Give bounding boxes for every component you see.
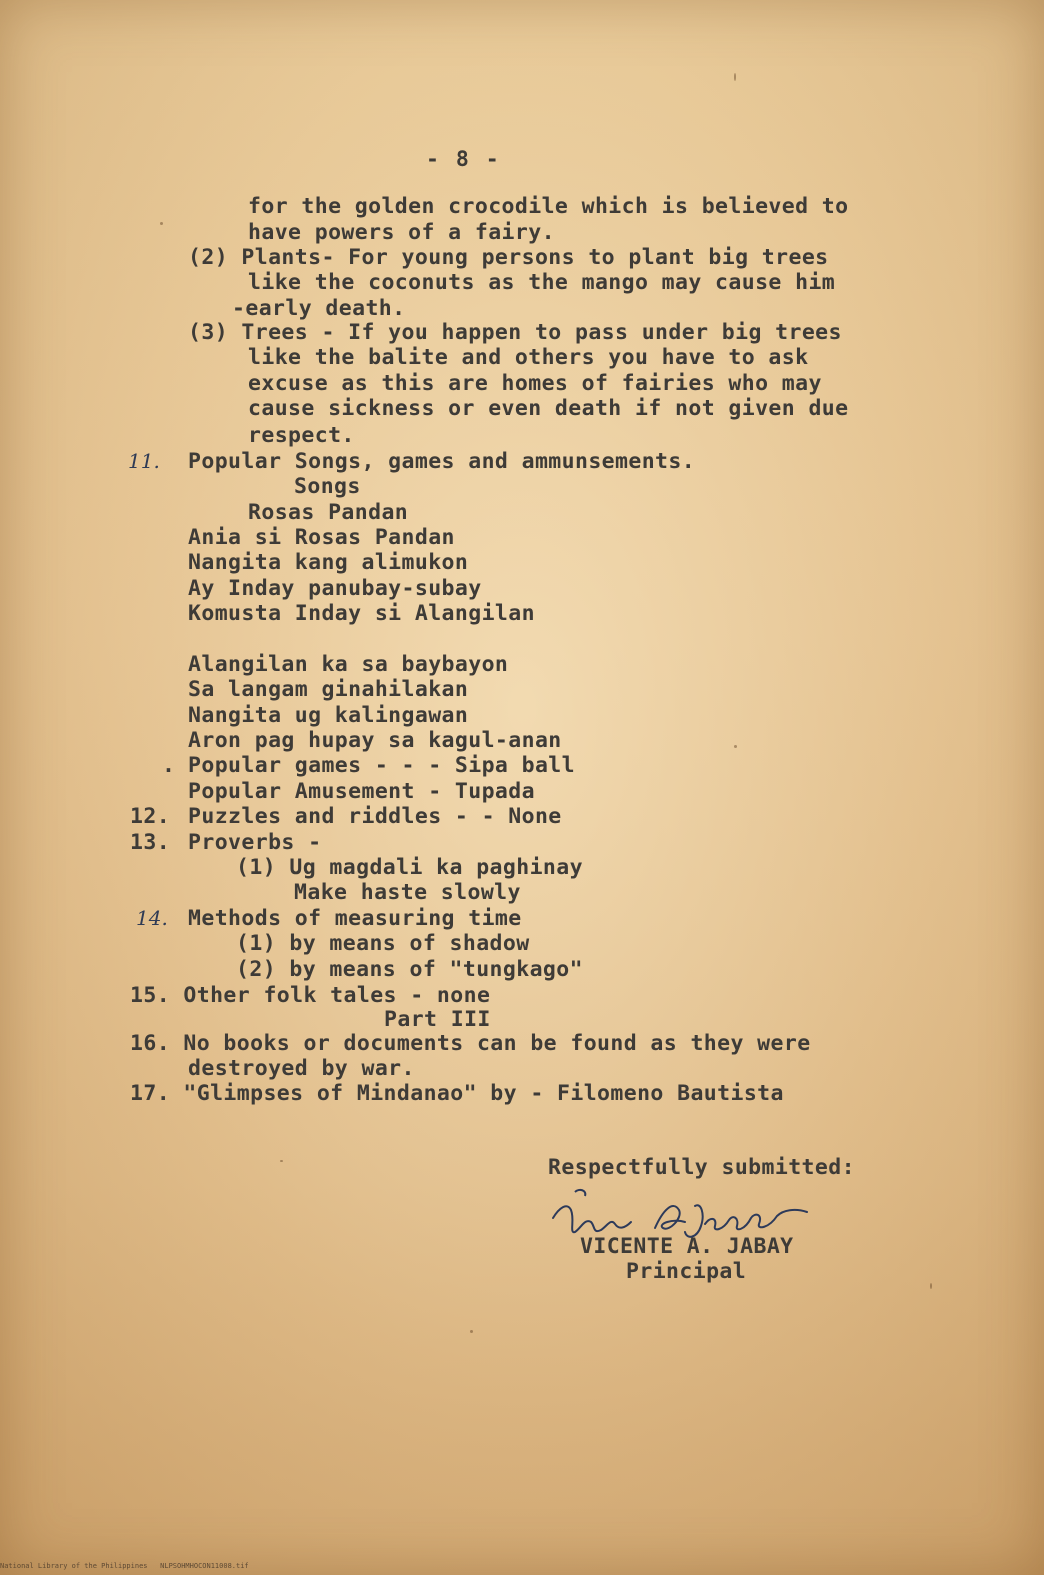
text-line: (2) by means of "tungkago"	[236, 957, 583, 982]
signatory-name: VICENTE A. JABAY	[580, 1234, 794, 1259]
text-line: like the balite and others you have to ask	[248, 345, 809, 370]
text-line: cause sickness or even death if not given due	[248, 396, 849, 421]
text-line: -early death.	[232, 296, 406, 321]
song-line: Komusta Inday si Alangilan	[188, 601, 535, 626]
signatory-title: Principal	[626, 1259, 747, 1284]
text-line: Songs	[294, 474, 361, 499]
song-line: Sa langam ginahilakan	[188, 677, 469, 702]
paper-speck	[280, 1160, 283, 1162]
paper-speck	[470, 1330, 473, 1333]
song-line: Alangilan ka sa baybayon	[188, 652, 509, 677]
song-line: Ania si Rosas Pandan	[188, 525, 455, 550]
text-line: have powers of a fairy.	[248, 220, 555, 245]
text-line: Puzzles and riddles - - None	[188, 804, 562, 829]
item-number-12: .	[162, 753, 176, 778]
text-line: (1) by means of shadow	[236, 931, 530, 956]
text-line: Methods of measuring time	[188, 906, 522, 931]
item-number-15: 14.	[136, 906, 168, 930]
paper-speck	[930, 1283, 932, 1289]
text-line: (2) Plants- For young persons to plant big trees	[188, 245, 829, 270]
song-line: Nangita ug kalingawan	[188, 703, 469, 728]
text-line: 17. "Glimpses of Mindanao" by - Filomeno Bautista	[130, 1081, 784, 1106]
part-heading: Part III	[384, 1007, 491, 1032]
text-line: Popular games - - - Sipa ball	[188, 753, 575, 778]
item-number-13: 12.	[130, 804, 171, 829]
scan-footer: National Library of the Philippines NLPSOHMHOCON11008.tif	[0, 1562, 249, 1570]
item-number-14: 13.	[130, 830, 171, 855]
song-line: Aron pag hupay sa kagul-anan	[188, 728, 562, 753]
text-line: for the golden crocodile which is believed to	[248, 194, 849, 219]
text-line: respect.	[248, 423, 355, 448]
text-line: Proverbs -	[188, 830, 322, 855]
closing-salutation: Respectfully submitted:	[548, 1155, 855, 1180]
paper-speck	[160, 222, 163, 225]
text-line: Make haste slowly	[294, 880, 521, 905]
paper-speck	[734, 73, 736, 81]
page-number: - 8 -	[426, 147, 501, 172]
song-title: Rosas Pandan	[248, 500, 409, 525]
text-line: 15. Other folk tales - none	[130, 983, 491, 1008]
paper-speck	[734, 745, 737, 748]
text-line: (1) Ug magdali ka paghinay	[236, 855, 583, 880]
song-line: Ay Inday panubay-subay	[188, 576, 482, 601]
text-line: Popular Amusement - Tupada	[188, 779, 535, 804]
text-line: destroyed by war.	[188, 1056, 415, 1081]
text-line: 16. No books or documents can be found as they were	[130, 1031, 811, 1056]
text-line: like the coconuts as the mango may cause him	[248, 270, 836, 295]
section-heading: Popular Songs, games and ammunsements.	[188, 449, 696, 474]
song-line: Nangita kang alimukon	[188, 550, 469, 575]
text-line: (3) Trees - If you happen to pass under big trees	[188, 320, 842, 345]
item-number-11: 11.	[128, 449, 160, 473]
text-line: excuse as this are homes of fairies who may	[248, 371, 822, 396]
